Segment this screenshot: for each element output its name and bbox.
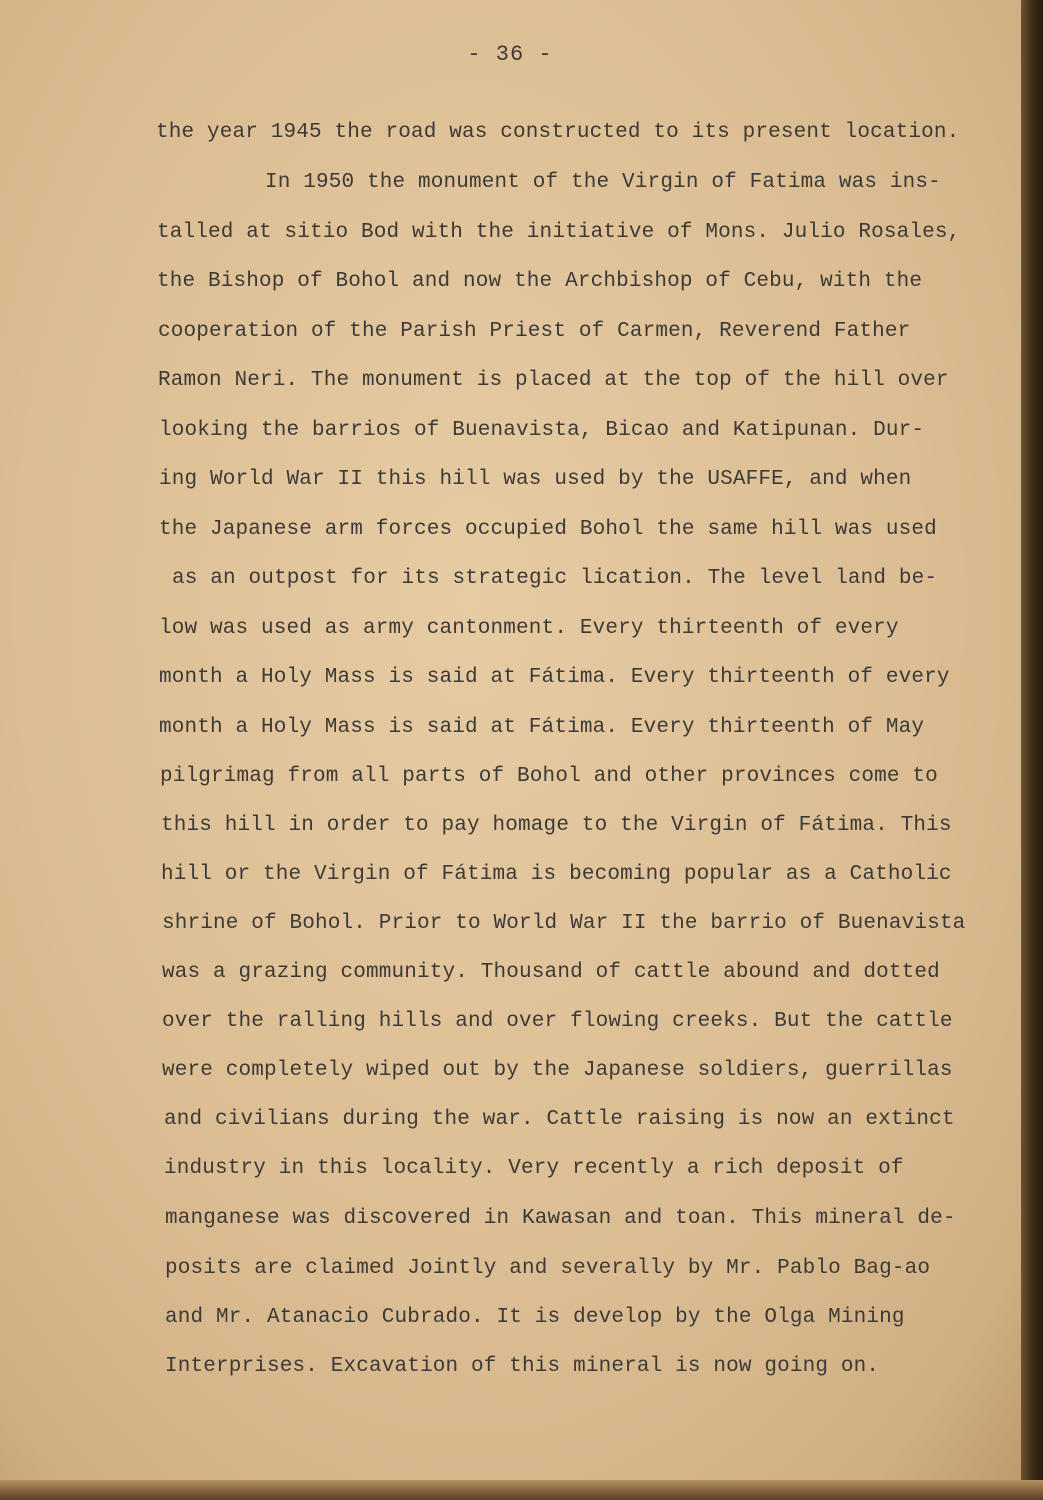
text-line: month a Holy Mass is said at Fátima. Every thirteenth of every <box>159 666 950 689</box>
page-edge-shadow <box>1021 0 1043 1500</box>
text-line: hill or the Virgin of Fátima is becoming popular as a Catholic <box>161 863 952 886</box>
text-line: In 1950 the monument of the Virgin of Fatima was ins- <box>265 171 941 194</box>
text-line: were completely wiped out by the Japanese soldiers, guerrillas <box>162 1059 953 1082</box>
text-line: posits are claimed Jointly and severally by Mr. Pablo Bag-ao <box>165 1257 931 1280</box>
text-line: and civilians during the war. Cattle raising is now an extinct <box>164 1108 955 1131</box>
text-line: shrine of Bohol. Prior to World War II the barrio of Buenavista <box>162 912 966 935</box>
text-line: month a Holy Mass is said at Fátima. Every thirteenth of May <box>159 716 925 739</box>
text-line: pilgrimag from all parts of Bohol and other provinces come to <box>160 765 938 788</box>
text-line: as an outpost for its strategic lication. The level land be- <box>172 567 938 590</box>
text-line: looking the barrios of Buenavista, Bicao and Katipunan. Dur- <box>159 419 925 442</box>
page-bottom-edge <box>0 1480 1043 1500</box>
text-line: ing World War II this hill was used by the USAFFE, and when <box>159 468 912 491</box>
text-line: the year 1945 the road was constructed to its present location. <box>156 121 960 144</box>
text-line: industry in this locality. Very recently a rich deposit of <box>164 1157 904 1180</box>
text-line: Ramon Neri. The monument is placed at the top of the hill over <box>158 369 949 392</box>
text-line: manganese was discovered in Kawasan and toan. This mineral de- <box>165 1207 956 1230</box>
text-line: this hill in order to pay homage to the Virgin of Fátima. This <box>161 814 952 837</box>
text-line: low was used as army cantonment. Every thirteenth of every <box>159 617 899 640</box>
text-line: the Bishop of Bohol and now the Archbishop of Cebu, with the <box>157 270 923 293</box>
text-line: and Mr. Atanacio Cubrado. It is develop by the Olga Mining <box>165 1306 905 1329</box>
text-line: was a grazing community. Thousand of cattle abound and dotted <box>162 961 940 984</box>
text-line: over the ralling hills and over flowing creeks. But the cattle <box>162 1010 953 1033</box>
text-line: talled at sitio Bod with the initiative of Mons. Julio Rosales, <box>157 221 961 244</box>
page-number: - 36 - <box>467 42 553 67</box>
text-line: cooperation of the Parish Priest of Carmen, Reverend Father <box>158 320 911 343</box>
text-line: the Japanese arm forces occupied Bohol the same hill was used <box>159 518 937 541</box>
text-line: Interprises. Excavation of this mineral is now going on. <box>165 1355 880 1378</box>
